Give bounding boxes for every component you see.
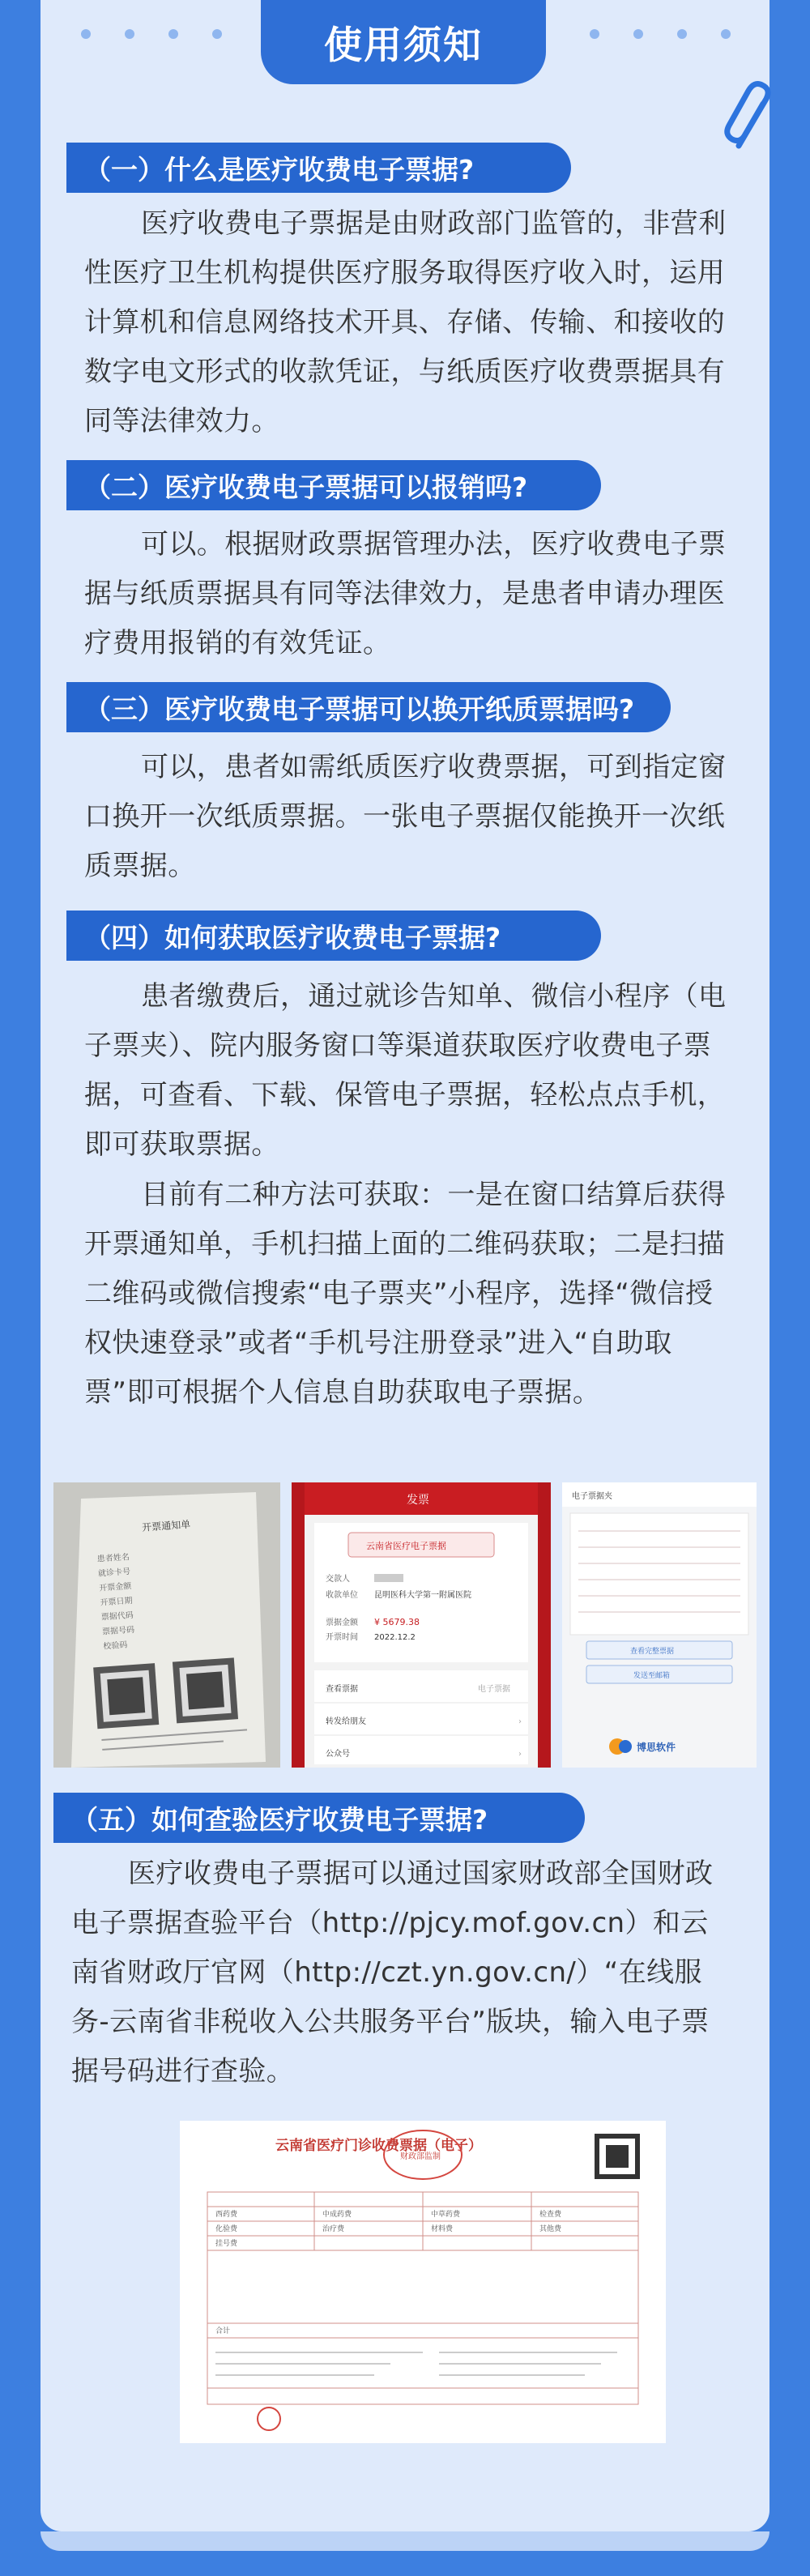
phone-row-value: 2022.12.2: [374, 1633, 416, 1642]
phone-menu-item: 查看票据: [326, 1685, 358, 1694]
section-4-text-2: 目前有二种方法可获取：一是在窗口结算后获得开票通知单，手机扫描上面的二维码获取；二是扫描二维码或微信搜索“电子票夹”小程序，选择“微信授权快速登录”或者“手机号注册登录”进入“自助取票”即可根据个人信息自助获取电子票据。: [84, 1179, 727, 1409]
section-3-text: 可以，患者如需纸质医疗收费票据，可到指定窗口换开一次纸质票据。一张电子票据仅能换开一次纸质票据。: [84, 751, 727, 882]
receipt-cell: 西药费: [215, 2211, 238, 2219]
section-2-heading: （二）医疗收费电子票据可以报销吗?: [66, 460, 601, 510]
receipt-cell: 其他费: [539, 2225, 562, 2233]
section-3-heading: （三）医疗收费电子票据可以换开纸质票据吗?: [66, 682, 671, 732]
phone-row-label: 交款人: [326, 1575, 350, 1584]
section-2-text: 可以。根据财政票据管理办法，医疗收费电子票据与纸质票据具有同等法律效力，是患者申请办理医疗费用报销的有效凭证。: [84, 528, 727, 659]
section-5-heading: （五）如何查验医疗收费电子票据?: [53, 1793, 585, 1843]
phone-row-label: 收款单位: [326, 1591, 358, 1600]
receipt-cell: 中成药费: [322, 2211, 352, 2219]
receipt-title: 云南省医疗门诊收费票据（电子）: [275, 2138, 482, 2154]
decor-dots-left: [81, 29, 222, 39]
section-1-text: 医疗收费电子票据是由财政部门监管的，非营利性医疗卫生机构提供医疗服务取得医疗收入时，运用计算机和信息网络技术开具、存储、传输、和接收的数字电文形式的收款凭证，与纸质医疗收费票据具有同等法律效力。: [84, 207, 727, 437]
notice-line: 票据号码: [101, 1625, 135, 1637]
notice-line: 票据代码: [100, 1610, 134, 1623]
receipt-cell: 中草药费: [431, 2211, 461, 2219]
receipt-cell: 合计: [215, 2327, 231, 2335]
notice-line: 开票金额: [99, 1581, 132, 1593]
wallet-title: 电子票据夹: [572, 1492, 612, 1501]
section-4-heading: （四）如何获取医疗收费电子票据?: [66, 911, 601, 961]
phone-invoice-screenshot: [292, 1482, 551, 1768]
phone-menu-value: 电子票据: [478, 1685, 510, 1694]
decor-dots-right: [590, 29, 731, 39]
receipt-cell: 治疗费: [322, 2225, 345, 2233]
paperclip-icon: [724, 81, 781, 154]
svg-text:›: ›: [518, 1717, 522, 1726]
notice-line: 患者姓名: [96, 1553, 130, 1564]
page-title: 使用须知: [261, 0, 546, 84]
section-1-heading: （一）什么是医疗收费电子票据?: [66, 143, 571, 193]
notice-line: 就诊卡号: [97, 1567, 131, 1579]
section-5-text: 医疗收费电子票据可以通过国家财政部全国财政电子票据查验平台（http://pjcy.mof.gov.cn）和云南省财政厅官网（http://czt.yn.gov.cn/）“在线服务-云南省非税收入公共服务平台”版块，输入电子票据号码进行查验。: [71, 1857, 714, 2088]
phone-menu-item: 转发给朋友: [326, 1717, 366, 1726]
notice-line: 校验码: [103, 1640, 128, 1652]
section-4-text-1: 患者缴费后，通过就诊告知单、微信小程序（电子票夹）、院内服务窗口等渠道获取医疗收费电子票据，可查看、下载、保管电子票据，轻松点点手机，即可获取票据。: [84, 980, 727, 1161]
phone-row-label: 票据金额: [326, 1619, 358, 1627]
paper-notice-photo: [53, 1482, 280, 1768]
notice-line: 开票日期: [100, 1596, 133, 1608]
receipt-cell: 化验费: [215, 2225, 238, 2233]
invoice-title: 云南省医疗电子票据: [366, 1541, 446, 1551]
receipt-cell: 挂号费: [215, 2240, 238, 2248]
notice-title: 开票通知单: [141, 1518, 191, 1533]
receipt-stamp: 财政部监制: [400, 2152, 441, 2161]
wallet-view-button: 查看完整票据: [630, 1648, 675, 1656]
phone-menu-item: 公众号: [326, 1750, 350, 1759]
phone-app-title: 发票: [407, 1494, 429, 1507]
electronic-receipt-image: [180, 2121, 666, 2443]
phone-row-value: ¥ 5679.38: [374, 1617, 420, 1627]
card-bottom-edge: [40, 2531, 770, 2551]
receipt-cell: 材料费: [431, 2225, 454, 2233]
wallet-logo: 博思软件: [637, 1742, 676, 1753]
phone-row-label: 开票时间: [326, 1633, 358, 1642]
receipt-cell: 检查费: [539, 2211, 562, 2219]
phone-wallet-screenshot: [562, 1482, 757, 1768]
wallet-email-button: 发送至邮箱: [633, 1672, 671, 1680]
svg-text:›: ›: [518, 1750, 522, 1759]
phone-row-value: 昆明医科大学第一附属医院: [374, 1591, 471, 1600]
